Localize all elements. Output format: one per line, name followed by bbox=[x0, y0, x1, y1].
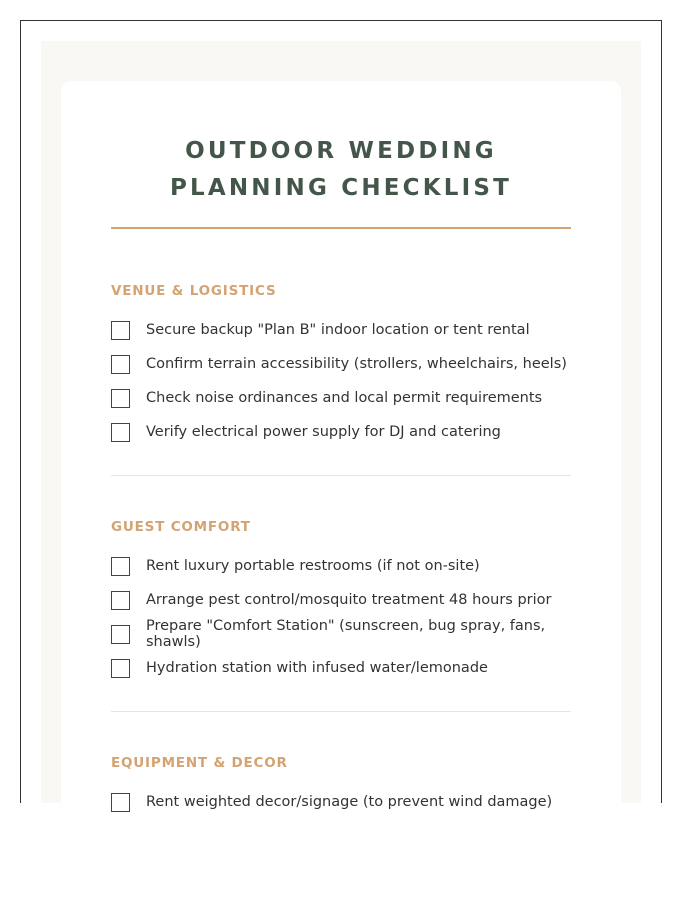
checkbox[interactable] bbox=[111, 625, 130, 644]
checklist-item[interactable] bbox=[111, 549, 571, 583]
checklist-item[interactable] bbox=[111, 415, 571, 449]
checkbox[interactable] bbox=[111, 659, 130, 678]
checklist-item[interactable] bbox=[111, 651, 571, 685]
checkbox[interactable] bbox=[111, 355, 130, 374]
checkbox[interactable] bbox=[111, 793, 130, 812]
checklist-item[interactable] bbox=[111, 583, 571, 617]
checklist-item[interactable] bbox=[111, 785, 571, 819]
section-heading: GUEST COMFORT bbox=[111, 519, 251, 535]
title-divider bbox=[111, 227, 571, 229]
section bbox=[111, 281, 571, 449]
section-heading: VENUE & LOGISTICS bbox=[111, 283, 277, 299]
checklist-item-label: Prepare "Comfort Station" (sunscreen, bug spray, fans, shawls) bbox=[146, 618, 546, 650]
page-title: OUTDOOR WEDDING PLANNING CHECKLIST bbox=[169, 138, 513, 201]
page-background bbox=[41, 41, 641, 810]
checklist-item-label: Confirm terrain accessibility (strollers, wheelchairs, heels) bbox=[146, 356, 567, 372]
checkbox[interactable] bbox=[111, 321, 130, 340]
checklist-item-label: Secure backup "Plan B" indoor location or tent rental bbox=[146, 322, 530, 338]
checklist-item[interactable] bbox=[111, 617, 571, 651]
section-divider bbox=[111, 711, 571, 712]
checklist-item[interactable] bbox=[111, 313, 571, 347]
checkbox[interactable] bbox=[111, 423, 130, 442]
viewport bbox=[20, 20, 662, 810]
checklist-card bbox=[61, 81, 621, 810]
section bbox=[111, 517, 571, 685]
checklist-item[interactable] bbox=[111, 381, 571, 415]
checklist-item-label: Verify electrical power supply for DJ and catering bbox=[146, 424, 501, 440]
checklist-item-label: Arrange pest control/mosquito treatment 48 hours prior bbox=[146, 592, 552, 608]
checkbox[interactable] bbox=[111, 591, 130, 610]
section-heading: EQUIPMENT & DECOR bbox=[111, 755, 288, 771]
section-divider bbox=[111, 475, 571, 476]
checklist-item-label: Rent weighted decor/signage (to prevent wind damage) bbox=[146, 794, 553, 810]
checklist-item-label: Hydration station with infused water/lemonade bbox=[146, 660, 488, 676]
checkbox[interactable] bbox=[111, 389, 130, 408]
checklist-item-label: Check noise ordinances and local permit requirements bbox=[146, 390, 543, 406]
checkbox[interactable] bbox=[111, 557, 130, 576]
checklist-item-label: Rent luxury portable restrooms (if not on-site) bbox=[146, 558, 480, 574]
section bbox=[111, 753, 571, 819]
checklist-item[interactable] bbox=[111, 347, 571, 381]
